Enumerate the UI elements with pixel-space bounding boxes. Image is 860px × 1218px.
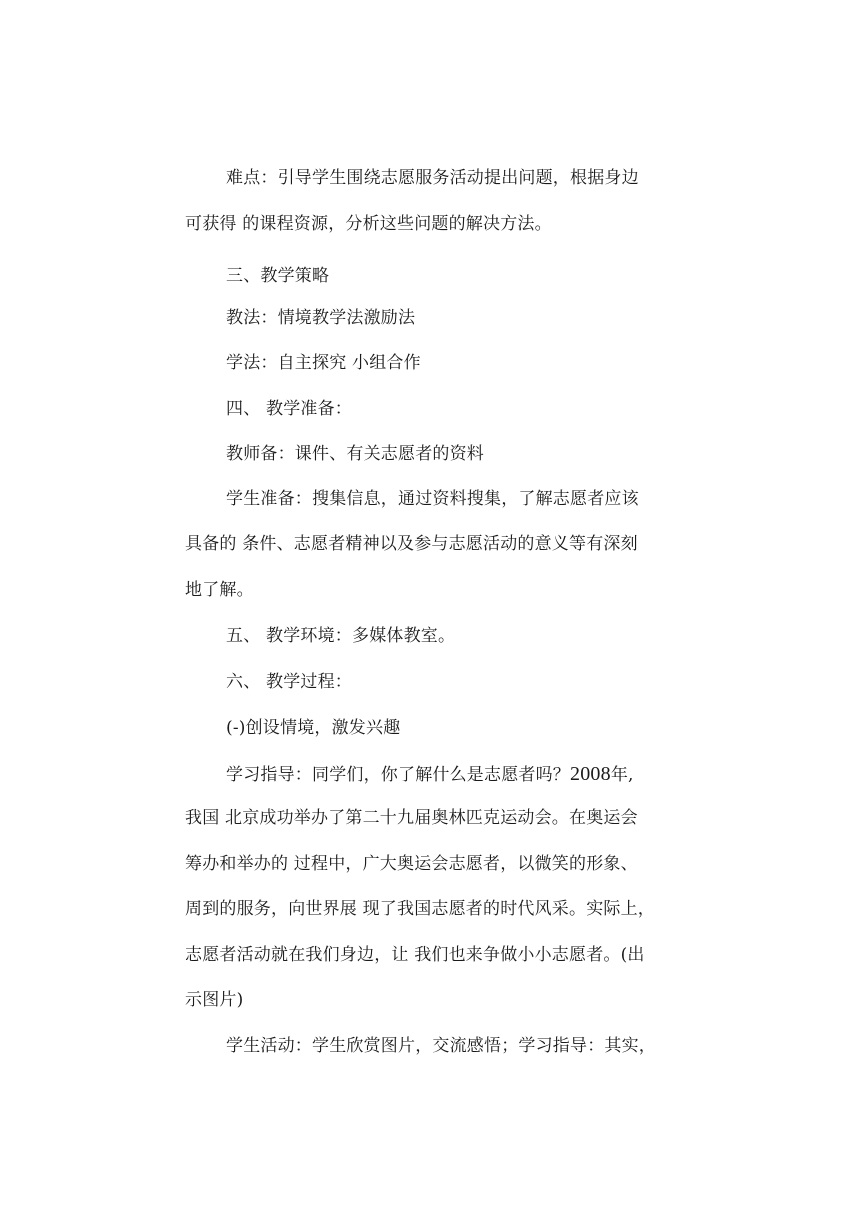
guidance-line-2: 我国 北京成功举办了第二十九届奥林匹克运动会。在奥运会 [185,808,638,828]
guidance-line-5: 志愿者活动就在我们身边，让 我们也来争做小小志愿者。(出 [185,945,645,965]
student-activity: 学生活动：学生欣赏图片，交流感悟；学习指导：其实， [226,1036,656,1056]
student-prep-line-1: 学生准备：搜集信息，通过资料搜集，了解志愿者应该 [226,489,639,509]
guidance-line-1 [226,762,634,787]
section-6-heading: 六、 教学过程： [226,672,353,692]
section-3-heading: 三、教学策略 [226,266,330,286]
teaching-method: 教法：情境教学法激励法 [226,308,416,328]
subsection-1-heading: (-)创设情境，激发兴趣 [226,718,401,738]
guidance-line-1-tail: 年, [610,765,634,785]
section-4-heading: 四、 教学准备： [226,399,353,419]
student-prep-line-3: 地了解。 [185,580,254,600]
teacher-prep: 教师备：课件、有关志愿者的资料 [226,444,484,464]
learning-method: 学法：自主探究 小组合作 [226,353,421,373]
guidance-line-4: 周到的服务，向世界展 现了我国志愿者的时代风采。实际上， [185,899,656,919]
student-prep-line-2: 具备的 条件、志愿者精神以及参与志愿活动的意义等有深刻 [185,534,638,554]
guidance-line-6: 示图片) [185,990,244,1010]
difficulty-line-1: 难点：引导学生围绕志愿服务活动提出问题，根据身边 [226,168,639,188]
guidance-line-3: 筹办和举办的 过程中，广大奥运会志愿者，以微笑的形象、 [185,854,638,874]
guidance-line-1-text: 学习指导：同学们，你了解什么是志愿者吗？ [226,765,570,785]
difficulty-line-2: 可获得 的课程资源，分析这些问题的解决方法。 [185,214,552,234]
section-5-heading: 五、 教学环境：多媒体教室。 [226,626,456,646]
guidance-year: 2008 [570,763,611,785]
